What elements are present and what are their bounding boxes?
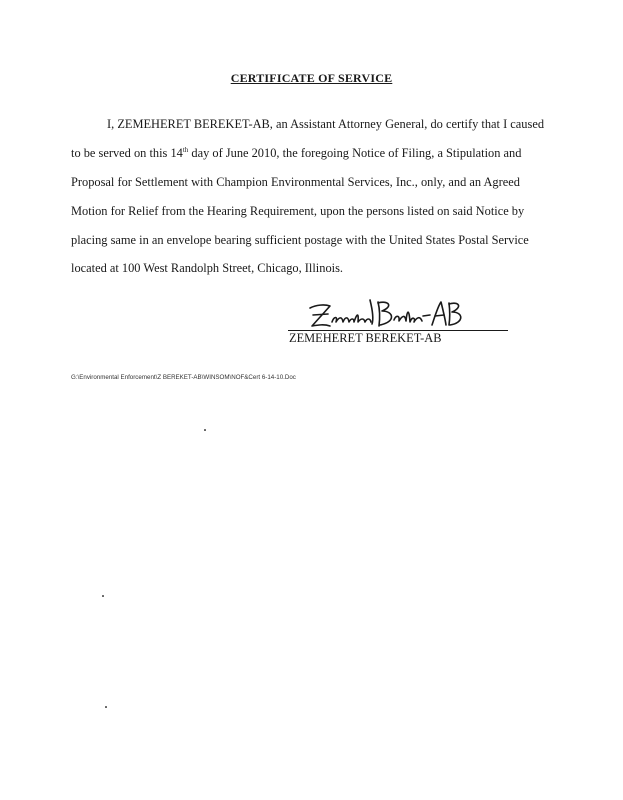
document-file-path: G:\Environmental Enforcement\Z BEREKET-AB\WINSOM\NOF&Cert 6-14-10.Doc	[71, 374, 296, 381]
paragraph-line-2-end: day of June 2010, the foregoing Notice of Filing, a Stipulation and	[188, 146, 522, 160]
scan-speck	[102, 595, 104, 597]
handwritten-signature	[286, 296, 510, 332]
scan-speck	[105, 706, 107, 708]
ordinal-suffix: th	[182, 145, 189, 154]
signer-printed-name: ZEMEHERET BEREKET-AB	[289, 331, 442, 345]
paragraph-line-4: Motion for Relief from the Hearing Requirement, upon the persons listed on said Notice by	[71, 204, 525, 218]
signature-drawing	[286, 296, 510, 332]
paragraph-line-6: located at 100 West Randolph Street, Chicago, Illinois.	[71, 261, 344, 275]
paragraph-line-3: Proposal for Settlement with Champion Environmental Services, Inc., only, and an Agreed	[71, 175, 520, 189]
paragraph-line-1: I, ZEMEHERET BEREKET-AB, an Assistant Attorney General, do certify that I caused	[107, 117, 545, 131]
paragraph-line-2-start: to be served on this 14	[71, 146, 183, 160]
paragraph-line-5: placing same in an envelope bearing sufficient postage with the United States Postal Service	[71, 233, 529, 247]
paragraph-line-2	[71, 146, 541, 161]
document-title: CERTIFICATE OF SERVICE	[230, 71, 393, 85]
scan-speck	[204, 429, 206, 431]
